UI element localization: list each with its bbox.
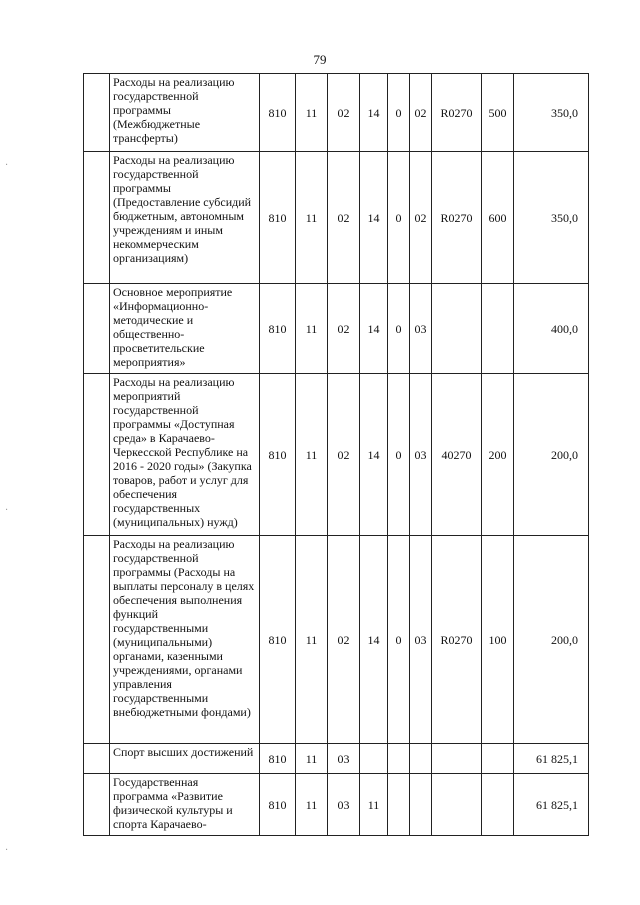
budget-table: [83, 73, 589, 836]
code-subprogram: 0: [388, 284, 410, 374]
expense-name: Расходы на реализацию государственной программы (Расходы на выплаты персоналу в целях обеспечения выполнения функций государственными (муниципальными) органами, казенными учреждениями, органами управления государственными внебюджетными фондами): [110, 536, 260, 744]
amount: 200,0: [514, 374, 589, 536]
code-subsection: 02: [328, 536, 360, 744]
empty-cell: [84, 284, 110, 374]
amount: 61 825,1: [514, 774, 589, 836]
code-section: 11: [296, 536, 328, 744]
code-section: 11: [296, 284, 328, 374]
code-direction: 40270: [432, 374, 482, 536]
code-program: [360, 744, 388, 774]
code-program: 14: [360, 74, 388, 152]
code-direction: [432, 284, 482, 374]
code-direction: R0270: [432, 152, 482, 284]
code-event: 02: [410, 152, 432, 284]
empty-cell: [84, 536, 110, 744]
code-ministry: 810: [260, 74, 296, 152]
code-program: 14: [360, 374, 388, 536]
code-direction: R0270: [432, 536, 482, 744]
code-expense-type: [482, 284, 514, 374]
code-program: 14: [360, 152, 388, 284]
code-event: 03: [410, 284, 432, 374]
code-section: 11: [296, 374, 328, 536]
code-subprogram: 0: [388, 152, 410, 284]
code-ministry: 810: [260, 284, 296, 374]
code-subsection: 02: [328, 152, 360, 284]
expense-name: Государственная программа «Развитие физической культуры и спорта Карачаево-: [110, 774, 260, 836]
code-expense-type: 600: [482, 152, 514, 284]
code-event: [410, 774, 432, 836]
code-expense-type: 500: [482, 74, 514, 152]
code-section: 11: [296, 74, 328, 152]
amount: 61 825,1: [514, 744, 589, 774]
code-subprogram: 0: [388, 74, 410, 152]
table-row: [84, 152, 589, 284]
code-subprogram: 0: [388, 374, 410, 536]
table-body: [84, 74, 589, 836]
code-program: 11: [360, 774, 388, 836]
code-ministry: 810: [260, 374, 296, 536]
code-expense-type: [482, 774, 514, 836]
expense-name: Расходы на реализацию государственной программы (Межбюджетные трансферты): [110, 74, 260, 152]
expense-name: Спорт высших достижений: [110, 744, 260, 774]
empty-cell: [84, 74, 110, 152]
code-section: 11: [296, 774, 328, 836]
amount: 350,0: [514, 74, 589, 152]
code-ministry: 810: [260, 744, 296, 774]
empty-cell: [84, 774, 110, 836]
code-event: 02: [410, 74, 432, 152]
code-subsection: 03: [328, 744, 360, 774]
expense-name: Основное мероприятие «Информационно-методические и общественно-просветительские мероприятия»: [110, 284, 260, 374]
table-row: [84, 744, 589, 774]
code-subprogram: 0: [388, 536, 410, 744]
code-direction: [432, 744, 482, 774]
code-subprogram: [388, 744, 410, 774]
code-program: 14: [360, 536, 388, 744]
code-section: 11: [296, 152, 328, 284]
expense-name: Расходы на реализацию мероприятий государственной программы «Доступная среда» в Карачаево-Черкесской Республике на 2016 - 2020 годы» (Закупка товаров, работ и услуг для обеспечения государственных (муниципальных) нужд): [110, 374, 260, 536]
code-subsection: 02: [328, 74, 360, 152]
empty-cell: [84, 744, 110, 774]
code-section: 11: [296, 744, 328, 774]
code-ministry: 810: [260, 536, 296, 744]
code-subsection: 03: [328, 774, 360, 836]
code-program: 14: [360, 284, 388, 374]
amount: 350,0: [514, 152, 589, 284]
code-direction: [432, 774, 482, 836]
code-ministry: 810: [260, 152, 296, 284]
table-row: [84, 284, 589, 374]
table-row: [84, 374, 589, 536]
amount: 400,0: [514, 284, 589, 374]
code-ministry: 810: [260, 774, 296, 836]
code-subsection: 02: [328, 284, 360, 374]
scan-dot: ·: [5, 845, 9, 856]
table-row: [84, 536, 589, 744]
empty-cell: [84, 152, 110, 284]
expense-name: Расходы на реализацию государственной программы (Предоставление субсидий бюджетным, автономным учреждениям и иным некоммерческим организациям): [110, 152, 260, 284]
page-number: 79: [313, 52, 327, 67]
code-expense-type: 200: [482, 374, 514, 536]
code-event: 03: [410, 536, 432, 744]
code-event: [410, 744, 432, 774]
code-expense-type: 100: [482, 536, 514, 744]
code-event: 03: [410, 374, 432, 536]
scan-dot: ·: [5, 160, 9, 171]
amount: 200,0: [514, 536, 589, 744]
empty-cell: [84, 374, 110, 536]
table-row: [84, 774, 589, 836]
code-expense-type: [482, 744, 514, 774]
code-direction: R0270: [432, 74, 482, 152]
scan-dot: ·: [5, 505, 9, 516]
code-subsection: 02: [328, 374, 360, 536]
code-subprogram: [388, 774, 410, 836]
table-row: [84, 74, 589, 152]
